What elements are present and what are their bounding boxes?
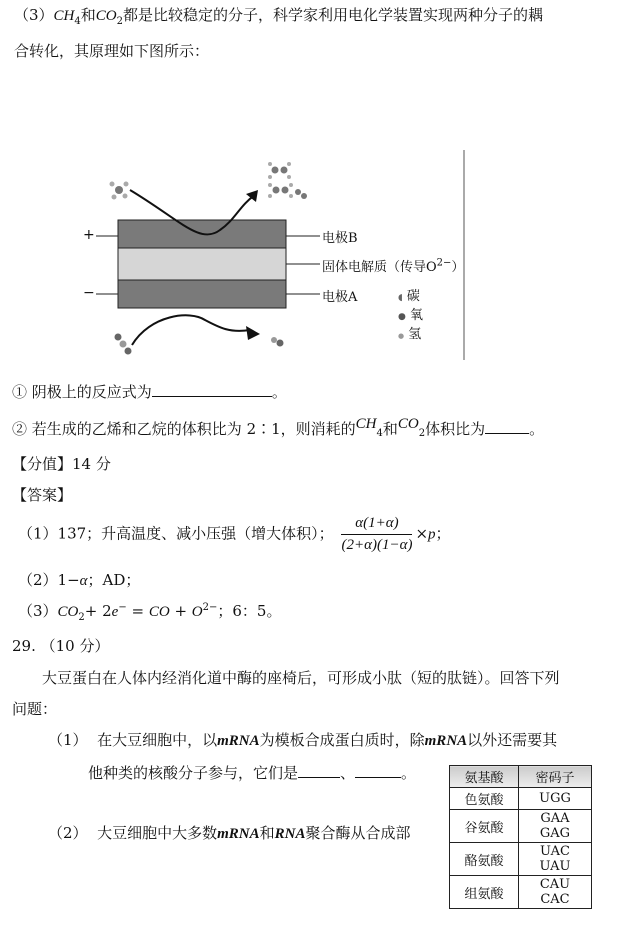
table-row [450, 876, 592, 909]
variable-p: p [428, 526, 436, 543]
sub-number: （2） [48, 824, 88, 842]
answer-blank[interactable] [298, 763, 340, 778]
term-mrna: mRNA [424, 733, 468, 749]
codon-cell: UAC UAU [519, 843, 592, 876]
question-29-line1: 大豆蛋白在人体内经消化道中酶的座椅后，可形成小肽（短的肽链）。回答下列 [42, 669, 560, 687]
sub-number: （1） [48, 731, 88, 749]
fraction [341, 515, 412, 554]
text: 和 [80, 6, 96, 24]
formula-o: O [191, 604, 203, 620]
answer-blank[interactable] [152, 382, 272, 397]
table-header: 氨基酸 [450, 766, 519, 788]
codon-cell: UGG [519, 788, 592, 810]
formula-co2: CO [95, 8, 117, 24]
question-number: 29. [12, 637, 36, 655]
table-row [450, 843, 592, 876]
question-item-1 [12, 381, 287, 402]
question-29-sub2 [48, 822, 411, 843]
subscript: 2 [418, 428, 426, 439]
codon-cell: CAU CAC [519, 876, 592, 909]
superscript: 2− [202, 602, 218, 613]
electrolyte-label [322, 256, 464, 275]
subscript: 4 [376, 428, 383, 439]
question-score: （10 分） [40, 637, 110, 655]
electron: e [111, 604, 119, 620]
co2-molecule-icon [115, 334, 132, 355]
text: 都是比较稳定的分子，科学家利用电化学装置实现两种分子的耦 [123, 6, 544, 24]
table-header: 密码子 [519, 766, 592, 788]
formula-co2: CO [57, 604, 79, 620]
superscript: − [118, 602, 127, 613]
question-29-sub1 [48, 729, 557, 750]
amino-acid-cell: 色氨酸 [450, 788, 519, 810]
text: 。 [401, 764, 417, 782]
score-line: 【分值】14 分 [12, 455, 111, 473]
amino-acid-cell: 组氨酸 [450, 876, 519, 909]
co-molecule-icon [271, 337, 284, 347]
term-rna: RNA [274, 826, 306, 842]
text: 为模板合成蛋白质时，除 [259, 731, 425, 749]
electrode-a-label: 电极A [322, 290, 358, 305]
answer-number: （3） [18, 602, 58, 620]
answer-2 [18, 569, 140, 590]
table-row [450, 788, 592, 810]
formula-ch4: CH [53, 8, 75, 24]
superscript: 2− [436, 257, 452, 269]
question-3-intro-line2: 合转化，其原理如下图所示： [14, 42, 210, 60]
text: 若生成的乙烯和乙烷的体积比为 2∶1，则消耗的 [31, 420, 356, 438]
item-marker: ② [12, 420, 28, 438]
legend-label: 氧 [410, 308, 424, 323]
ethylene-ethane-molecule-icon [268, 162, 307, 199]
answer-blank[interactable] [485, 419, 529, 434]
electrolyte-text: 固体电解质（传导O [322, 260, 437, 275]
term-mrna: mRNA [217, 826, 260, 842]
question-item-2 [12, 418, 544, 441]
question-3-intro [14, 4, 543, 27]
answer-heading: 【答案】 [12, 486, 73, 504]
answer-3 [18, 600, 281, 623]
codon-cell: GAA GAG [519, 810, 592, 843]
subscript: 2 [116, 16, 123, 27]
carbon-icon: ◖ [398, 293, 403, 303]
text: 在大豆细胞中，以 [97, 731, 218, 749]
minus-sign: − [83, 285, 95, 301]
question-29-sub1-line2 [88, 762, 416, 783]
subscript: 4 [74, 16, 81, 27]
text: 阴极上的反应式为 [31, 383, 152, 401]
legend-item-carbon [398, 288, 423, 307]
variable-alpha: α [79, 573, 88, 589]
lower-arrow-head [246, 326, 260, 340]
electrode-b-label: 电极B [322, 231, 358, 246]
text: ；AD； [87, 571, 141, 589]
answer-number: （2） [18, 571, 58, 589]
plus-sign: + [83, 227, 95, 243]
text: 聚合酶从合成部 [305, 824, 411, 842]
answer-blank[interactable] [355, 763, 401, 778]
text: 和 [259, 824, 275, 842]
amino-acid-cell: 谷氨酸 [450, 810, 519, 843]
text: 体积比为 [425, 420, 486, 438]
legend-item-oxygen [398, 307, 423, 326]
text: 他种类的核酸分子参与，它们是 [88, 764, 299, 782]
text: 大豆细胞中大多数 [97, 824, 218, 842]
codon-table [449, 765, 592, 909]
term-mrna: mRNA [217, 733, 260, 749]
electrolyte [118, 248, 286, 280]
formula-co2: CO [397, 416, 419, 432]
answer-number: （1） [18, 524, 58, 543]
text: 。 [529, 420, 545, 438]
legend-item-hydrogen [398, 326, 423, 345]
amino-acid-cell: 酪氨酸 [450, 843, 519, 876]
text: 1− [57, 571, 80, 589]
times-sign: × [415, 524, 429, 543]
text: + 2 [84, 602, 112, 620]
legend-label: 碳 [406, 289, 420, 304]
answer-1 [18, 515, 451, 554]
fraction-numerator: α(1+α) [341, 515, 412, 535]
legend [398, 288, 423, 345]
text: 以外还需要其 [467, 731, 558, 749]
text: 和 [382, 420, 398, 438]
question-29-header [12, 635, 110, 656]
ch4-molecule-icon [110, 182, 129, 200]
text: 、 [340, 764, 356, 782]
legend-label: 氢 [408, 327, 422, 342]
text: 。 [271, 383, 287, 401]
formula-ch4: CH [355, 416, 377, 432]
formula-co: CO [148, 604, 170, 620]
text: ；6：5。 [217, 602, 282, 620]
fraction-denominator: (2+α)(1−α) [341, 537, 413, 553]
question-29-line2: 问题： [12, 700, 58, 718]
lower-arrow [132, 315, 250, 345]
text: ； [435, 524, 451, 543]
question-number: （3） [14, 6, 54, 24]
text: ） [451, 260, 465, 275]
subscript: 2 [78, 612, 85, 623]
equals: = [126, 602, 149, 620]
table-row [450, 810, 592, 843]
text: 137；升高温度、减小压强（增大体积）； [57, 524, 334, 543]
electrode-a [118, 280, 286, 308]
table-header-row [450, 766, 592, 788]
item-marker: ① [12, 383, 28, 401]
text: + [169, 602, 192, 620]
oxygen-icon: ● [398, 312, 406, 322]
hydrogen-icon: ● [398, 332, 405, 340]
